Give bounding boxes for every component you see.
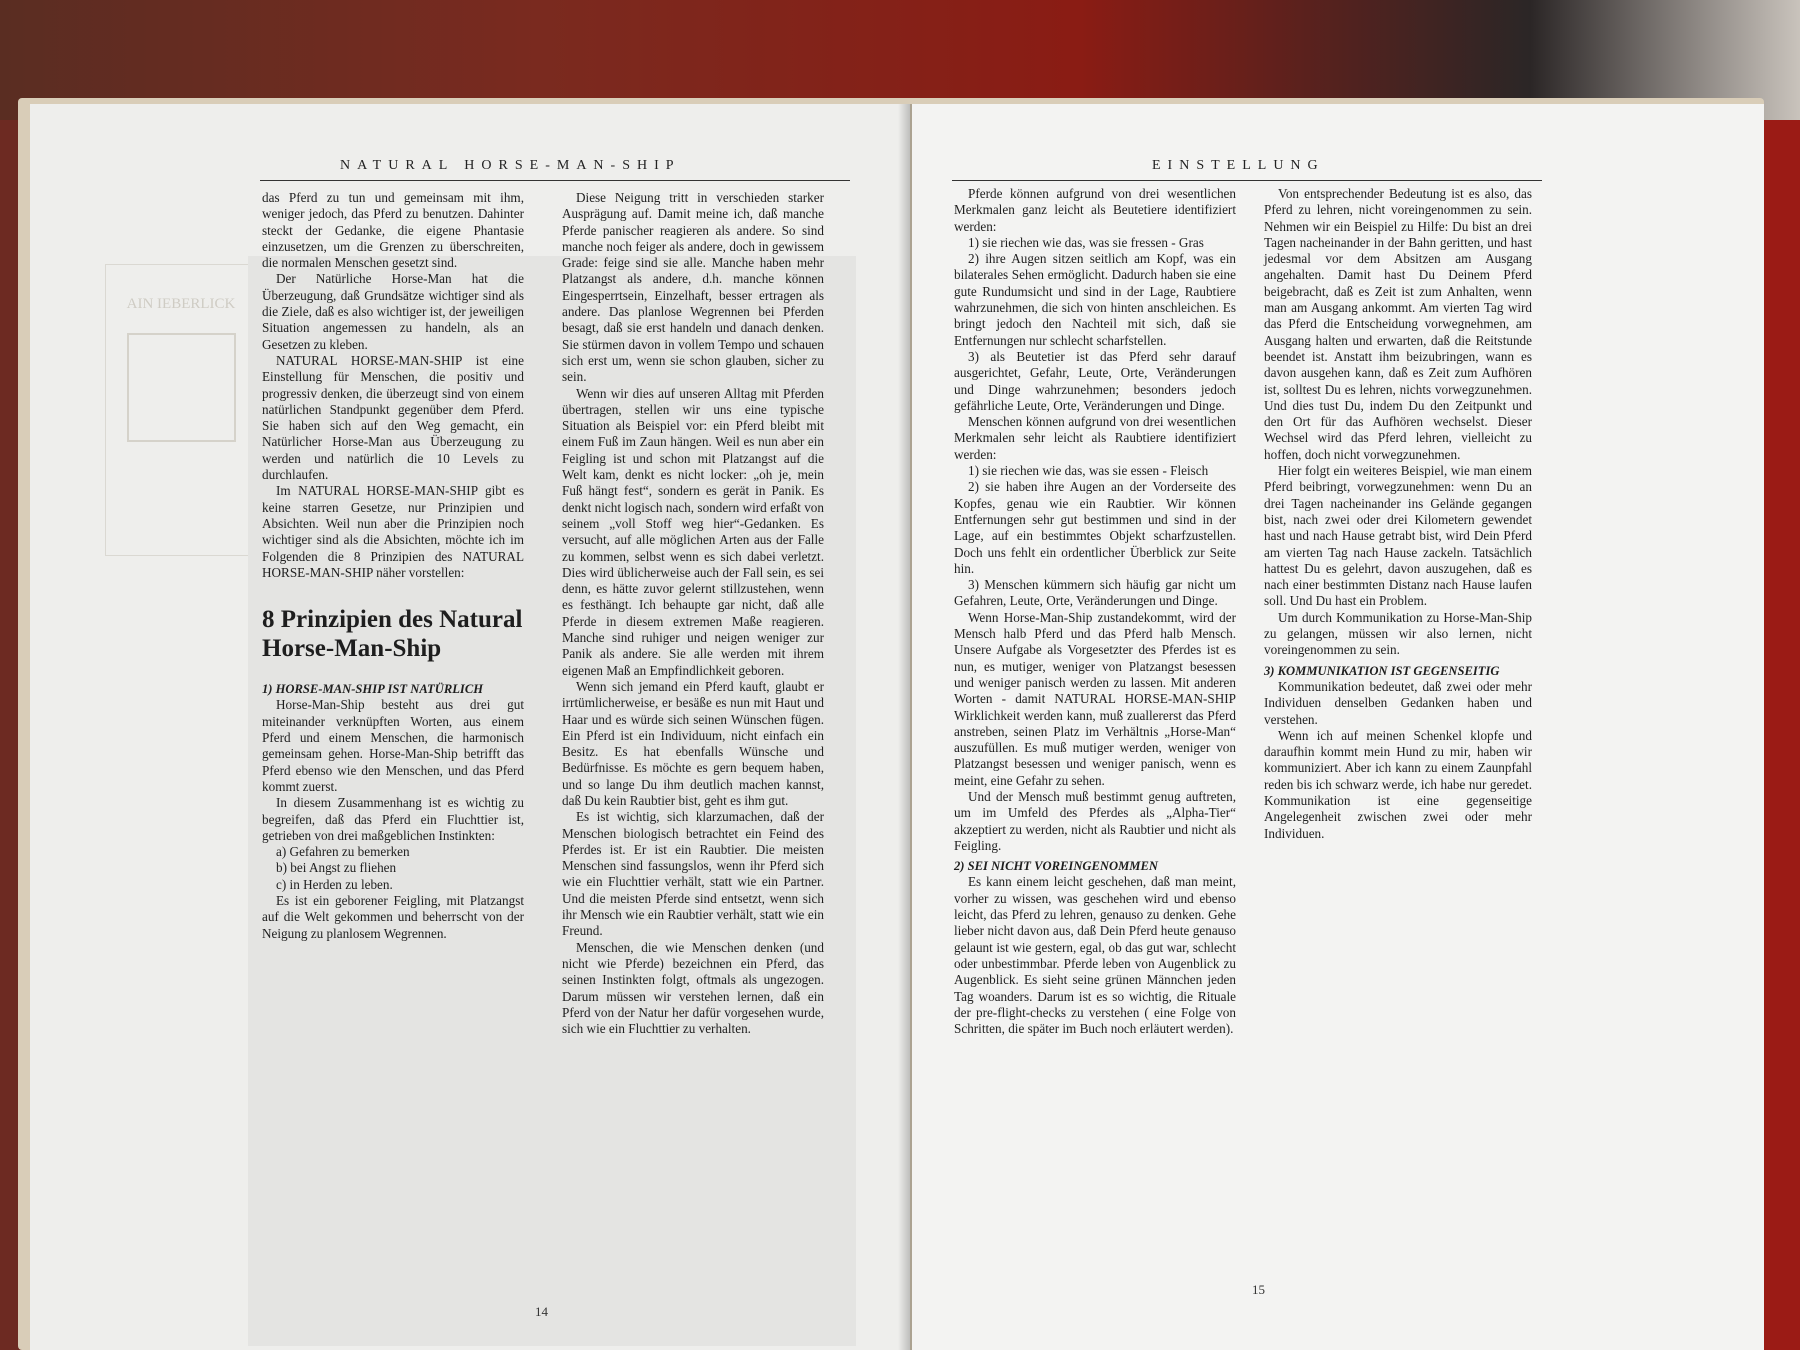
list-item: 2) sie haben ihre Augen an der Vorderseite des Kopfes, genau wie ein Raubtier. Wir können Entfernungen sehr gut bestimmen und sind in der Lage, auf ein bestimmtes Objekt scharfzustellen. Doch uns fehlt ein ordentlicher Überblick zur Seite hin. xyxy=(954,479,1236,576)
list-item: 2) ihre Augen sitzen seitlich am Kopf, was ein bilaterales Sehen ermöglicht. Dadurch haben sie eine gute Rundumsicht und sind in der Lage, Raubtiere wahrzunehmen, die sich von hinten anschleichen. Es bringt jedoch den Nachteil mit sich, daß sie Entfernungen nur schlecht scharfstellen. xyxy=(954,251,1236,348)
paragraph: das Pferd zu tun und gemeinsam mit ihm, weniger jedoch, das Pferd zu benutzen. Dahinter steckt der Gedanke, die eigene Phantasie einzusetzen, um die Grenzen zu überschreiten, die normalen Menschen gesetzt sind. xyxy=(262,190,524,271)
paragraph: Wenn ich auf meinen Schenkel klopfe und daraufhin kommt mein Hund zu mir, haben wir kommuniziert. Aber ich kann zu einem Zaunpfahl reden bis ich schwarz werde, ich habe nur geredet. Kommunikation ist eine gegenseitige Angelegenheit zwischen zwei oder mehr Individuen. xyxy=(1264,727,1532,841)
list-item: 1) sie riechen wie das, was sie fressen - Gras xyxy=(968,234,1204,250)
list-item: c) in Herden zu leben. xyxy=(276,876,393,892)
list-item: 3) Menschen kümmern sich häufig gar nicht um Gefahren, Leute, Orte, Veränderungen und Dinge. xyxy=(954,577,1236,609)
head-rule-right xyxy=(952,180,1542,181)
right-page xyxy=(912,104,1764,1350)
subheading-2: 2) SEI NICHT VOREINGENOMMEN xyxy=(954,859,1158,874)
paragraph: Von entsprechender Bedeutung ist es also, das Pferd zu lehren, nicht voreingenommen zu sein. Nehmen wir ein Beispiel zu Hilfe: Du bist an drei Tagen nacheinander in der Bahn geritten, und hast jedesmal vor dem Absitzen am Ausgang angehalten. Damit hast Du Deinem Pferd beigebracht, daß es Zeit ist zum Anhalten, wenn man am Ausgang ankommt. Am vierten Tag wird das Pferd die Entscheidung vorwegnehmen, am Ausgang halten und erwarten, daß die Reitstunde beendet ist. Anstatt ihm beizubringen, wann es davon ausgehen kann, daß es Zeit zum Aufhören ist, solltest Du es lehren, nichts vorwegzunehmen. Und dies tust Du, indem Du den Zeitpunkt und den Ort für das Aufhören wechselst. Dieser Wechsel wird das Pferd lehren, vielleicht zu hoffen, doch nicht vorwegzunehmen. xyxy=(1264,186,1532,462)
paragraph: Es ist wichtig, sich klarzumachen, daß der Menschen biologisch betrachtet ein Feind des Pferdes ist. Er ist ein Raubtier. Die meisten Menschen sind fassungslos, wenn ihr Pferd sich wie ein Fluchttier verhält, statt wie ein Partner. Und die meisten Pferde sind entsetzt, wenn sich ihr Mensch wie ein Raubtier verhält, statt wie ein Freund. xyxy=(562,809,824,939)
background-fabric-right xyxy=(1760,120,1800,1350)
left-column-2 xyxy=(562,190,824,1037)
list-item: 3) als Beutetier ist das Pferd sehr darauf ausgerichtet, Gefahr, Leute, Orte, Veränderungen und Dinge wahrzunehmen; besonders jedoch gefährliche Leute, Orte, Veränderungen und Dinge. xyxy=(954,348,1236,413)
bleed-through-text: AIN IEBERLICK xyxy=(126,296,236,312)
paragraph: Kommunikation bedeutet, daß zwei oder mehr Individuen denselben Gedanken haben und verstehen. xyxy=(1264,678,1532,727)
paragraph: Horse-Man-Ship besteht aus drei gut miteinander verknüpften Worten, aus einem Pferd und einem Menschen, die harmonisch gemeinsam gehen. Horse-Man-Ship betrifft das Pferd ebenso wie den Menschen, und das Pferd kommt zuerst. xyxy=(262,697,524,794)
paragraph: Wenn Horse-Man-Ship zustandekommt, wird der Mensch halb Pferd und das Pferd halb Mensch. Unsere Aufgabe als Vorgesetzter des Pferdes ist es nun, es mutiger, weniger von Platzangst besessen und weniger panisch werden zu lassen. Mit anderen Worten - damit NATURAL HORSE-MAN-SHIP Wirklichkeit werden kann, muß zuallererst das Pferd anstreben, seinen Platz im Verhältnis „Horse-Man“ auszufüllen. Es muß mutiger werden, weniger von Platzangst besessen und weniger panisch, wenn es meint, eine Gefahr zu sehen. xyxy=(954,609,1236,788)
right-column-1 xyxy=(954,186,1236,1037)
paragraph: Im NATURAL HORSE-MAN-SHIP gibt es keine starren Gesetze, nur Prinzipien und Absichten. Weil nun aber die Prinzipien noch wichtiger sind als die Absichten, möchte ich im Folgenden die 8 Prinzipien des NATURAL HORSE-MAN-SHIP näher vorstellen: xyxy=(262,483,524,580)
list-item: b) bei Angst zu fliehen xyxy=(276,860,397,876)
list-item: a) Gefahren zu bemerken xyxy=(276,844,410,860)
list-item: 1) sie riechen wie das, was sie essen - Fleisch xyxy=(968,463,1209,479)
paragraph: Diese Neigung tritt in verschieden starker Ausprägung auf. Damit meine ich, daß manche Pferde panischer reagieren als andere. So sind manche noch feiger als andere, doch in gewissem Grade: feige sind sie alle. Manche haben mehr Platzangst als andere, d.h. manche können Eingesperrtsein, Einzelhaft, besser ertragen als andere. Das planlose Wegrennen bei Pferden besagt, daß sie erst handeln und danach denken. Sie stürmen davon in vollem Tempo und schauen sich erst um, wenn sie schon glauben, sicher zu sein. xyxy=(562,190,824,385)
head-rule-left xyxy=(260,180,850,181)
bleed-through-icon xyxy=(127,333,236,442)
page-number-left: 14 xyxy=(535,1304,548,1319)
paragraph: Wenn sich jemand ein Pferd kauft, glaubt er irrtümlicherweise, er besäße es nun mit Haut und Haar und es würde sich seinen Wünschen fügen. Ein Pferd ist ein Individuum, nicht einfach ein Besitz. Es hat ebenfalls Wünsche und Bedürfnisse. Es möchte es gern bequem haben, und so lange Du ihm deutlich machen kannst, daß Du kein Raubtier bist, geht es ihm gut. xyxy=(562,678,824,808)
left-column-1 xyxy=(262,190,524,942)
paragraph: In diesem Zusammenhang ist es wichtig zu begreifen, daß das Pferd ein Fluchttier ist, getrieben von drei maßgeblichen Instinkten: xyxy=(262,795,524,843)
paragraph: Menschen, die wie Menschen denken (und nicht wie Pferde) bezeichnen ein Pferd, das seinen Instinkten folgt, oftmals als ungezogen. Darum müssen wir verstehen lernen, daß ein Pferd von der Natur her dafür vorgesehen wurde, sich wie ein Fluchttier zu verhalten. xyxy=(562,939,824,1037)
paragraph: Es kann einem leicht geschehen, daß man meint, vorher zu wissen, was geschehen wird und ebenso leicht, das Pferd zu lehren, genauso zu denken. Gehe lieber nicht davon aus, daß Dein Pferd heute genauso gelaunt ist wie gestern, egal, ob das gut war, schlecht oder unbestimmbar. Pferde leben von Augenblick zu Augenblick. Es sieht seine grünen Männchen jeden Tag woanders. Darum ist es so wichtig, die Rituale der pre-flight-checks zu verstehen ( eine Folge von Schritten, die später im Buch noch erläutert werden). xyxy=(954,874,1236,1037)
subheading-3: 3) KOMMUNIKATION IST GEGENSEITIG xyxy=(1264,663,1500,678)
left-page xyxy=(30,104,910,1350)
paragraph: Hier folgt ein weiteres Beispiel, wie man einem Pferd beibringt, vorwegzunehmen: wenn Du an drei Tagen nacheinander ins Gelände gegangen bist, nach zwei oder drei Kilometern gewendet hast und nach Hause getrabt bist, wird Dein Pferd am vierten Tag nach Hause zackeln. Tatsächlich hattest Du es gelehrt, davon auszugehen, daß es nach einer bestimmten Distanz nach Hause laufen soll. Und Du hast ein Problem. xyxy=(1264,463,1532,609)
paragraph: NATURAL HORSE-MAN-SHIP ist eine Einstellung für Menschen, die positiv und progressiv denken, die überzeugt sind von einem natürlichen Standpunkt gegenüber dem Pferd. Sie haben sich auf den Weg gemacht, ein Natürlicher Horse-Man aus Überzeugung zu werden und natürlich die 10 Levels zu durchlaufen. xyxy=(262,352,524,483)
section-heading: 8 Prinzipien des Natural Horse-Man-Ship xyxy=(262,606,523,663)
paragraph: Um durch Kommunikation zu Horse-Man-Ship zu gelangen, müssen wir also lernen, nicht voreingenommen zu sein. xyxy=(1264,609,1532,658)
subheading-1: 1) HORSE-MAN-SHIP IST NATÜRLICH xyxy=(262,682,484,697)
paragraph: Und der Mensch muß bestimmt genug auftreten, um im Umfeld des Pferdes als „Alpha-Tier“ akzeptiert zu werden, nicht als Raubtier und nicht als Feigling. xyxy=(954,788,1236,853)
bleed-through-box xyxy=(105,264,257,556)
paragraph: Es ist ein geborener Feigling, mit Platzangst auf die Welt gekommen und beherrscht von der Neigung zu planlosem Wegrennen. xyxy=(262,892,524,941)
right-column-2 xyxy=(1264,186,1532,842)
page-number-right: 15 xyxy=(1252,1282,1265,1297)
paragraph: Pferde können aufgrund von drei wesentlichen Merkmalen ganz leicht als Beutetiere identifiziert werden: xyxy=(954,186,1236,234)
running-head-left: NATURAL HORSE-MAN-SHIP xyxy=(340,158,681,173)
running-head-right: EINSTELLUNG xyxy=(1152,158,1325,173)
paragraph: Wenn wir dies auf unseren Alltag mit Pferden übertragen, stellen wir uns eine typische Situation als Beispiel vor: ein Pferd bleibt mit einem Fuß im Zaun hängen. Weil es nun aber ein Feigling ist und schon mit Platzangst auf die Welt kam, denkt es nicht locker: „oh je, mein Fuß hängt fest“, sondern es gerät in Panik. Es denkt nicht logisch nach, sondern wird erfaßt von seinem „voll Stoff weg hier“-Gedanken. Es versucht, auf alle möglichen Arten aus der Falle zu kommen, selbst wenn es sich dabei verletzt. Dies wird üblicherweise auch der Fall sein, es sei denn, es hätte zuvor gelernt stillzustehen, wenn es festhängt. Ich behaupte gar nicht, daß alle Pferde in diesem extremen Maße reagieren. Manche sind ruhiger und neigen weniger zur Panik als andere. Sie alle werden mit ihrem eigenen Maß an Empfindlichkeit geboren. xyxy=(562,385,824,678)
paragraph: Menschen können aufgrund von drei wesentlichen Merkmalen sehr leicht als Raubtiere identifiziert werden: xyxy=(954,414,1236,462)
paragraph: Der Natürliche Horse-Man hat die Überzeugung, daß Grundsätze wichtiger sind als die Ziele, daß es also wichtiger ist, der jeweiligen Situation angemessen zu handeln, als an Gesetzen zu kleben. xyxy=(262,271,524,352)
